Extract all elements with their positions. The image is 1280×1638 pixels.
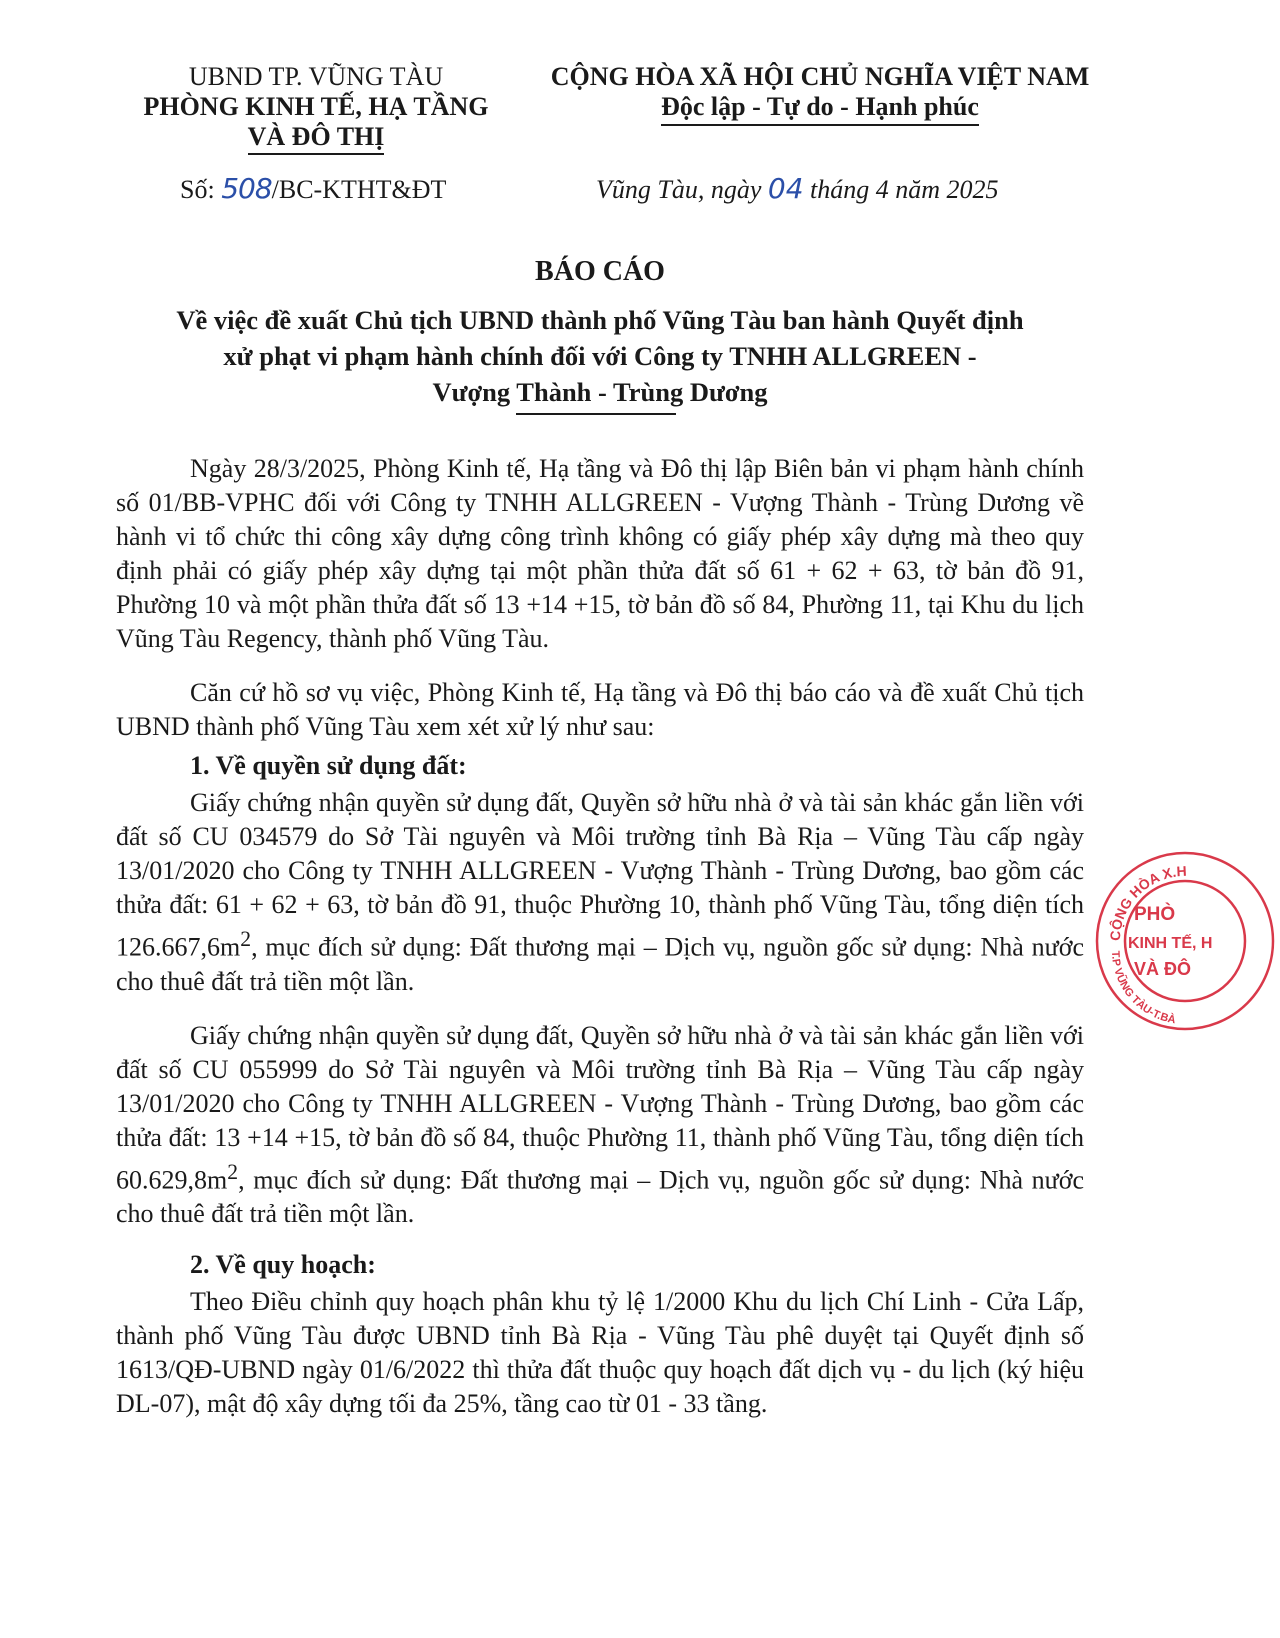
doc-date-suffix: tháng 4 năm 2025 [803,175,999,204]
stamp-ring-top: CỘNG HÒA X.H [1106,862,1188,942]
subtitle-line3: Vượng Thành - Trùng Dương [432,377,768,407]
paragraph-planning: Theo Điều chỉnh quy hoạch phân khu tỷ lệ 1/2000 Khu du lịch Chí Linh - Cửa Lấp, thành phố Vũng Tàu được UBND tỉnh Bà Rịa - Vũng Tàu phê duyệt tại Quyết định số 1613/QĐ-UBND ngày 01/6/2022 thì thửa đất thuộc quy hoạch đất dịch vụ - du lịch (ký hiệu DL-07), mật độ xây dựng tối đa 25%, tầng cao từ 01 - 33 tầng. [116,1287,1084,1419]
doc-number-suffix: /BC-KTHT&ĐT [271,175,447,204]
section-heading-planning: 2. Về quy hoạch: [190,1250,376,1280]
document-number [180,172,446,205]
doc-date-day-handwritten: 04 [767,172,804,205]
subtitle-divider [516,413,676,415]
country-name: CỘNG HÒA XÃ HỘI CHỦ NGHĨA VIỆT NAM [550,62,1090,91]
document-body [116,452,1084,1421]
official-seal-stamp [1090,846,1280,1036]
national-header [540,62,1100,126]
stamp-line2: KINH TẾ, H [1128,935,1213,952]
stamp-line3: VÀ ĐÔ [1134,959,1192,979]
paragraph-certificate-2: Giấy chứng nhận quyền sử dụng đất, Quyền sở hữu nhà ở và tài sản khác gắn liền với đất số CU 055999 do Sở Tài nguyên và Môi trường tỉnh Bà Rịa – Vũng Tàu cấp ngày 13/01/2020 cho Công ty TNHH ALLGREEN - Vượng Thành - Trùng Dương, bao gồm các thửa đất: 13 +14 +15, tờ bản đồ số 84, thuộc Phường 11, thành phố Vũng Tàu, tổng diện tích $60.629,8m^2$, mục đích sử dụng: Đất thương mại – Dịch vụ, nguồn gốc sử dụng: Nhà nước cho thuê đất trả tiền một lần. [116,1020,1084,1229]
doc-number-handwritten: 508 [221,172,272,205]
document-date [596,172,999,205]
agency-name-line2: VÀ ĐÔ THỊ [248,122,385,155]
document-title: BÁO CÁO [535,256,665,287]
section-heading-land-use: 1. Về quyền sử dụng đất: [190,751,467,780]
document-subtitle [110,302,1090,410]
agency-parent: UBND TP. VŨNG TÀU [188,62,444,91]
issuing-agency [116,62,516,155]
stamp-ring-bottom: T.P VŨNG TÀU-T.BÀ [1108,950,1177,1027]
subtitle-line2: xử phạt vi phạm hành chính đối với Công ty TNHH ALLGREEN - [223,341,977,371]
agency-name-line1: PHÒNG KINH TẾ, HẠ TẦNG [143,92,489,121]
doc-number-prefix: Số: [180,175,222,204]
stamp-line1: PHÒ [1134,904,1176,925]
doc-date-prefix: Vũng Tàu, ngày [596,175,768,204]
paragraph-certificate-1: Giấy chứng nhận quyền sử dụng đất, Quyền sở hữu nhà ở và tài sản khác gắn liền với đất số CU 034579 do Sở Tài nguyên và Môi trường tỉnh Bà Rịa – Vũng Tàu cấp ngày 13/01/2020 cho Công ty TNHH ALLGREEN - Vượng Thành - Trùng Dương, bao gồm các thửa đất: 61 + 62 + 63, tờ bản đồ 91, thuộc Phường 10, thành phố Vũng Tàu, tổng diện tích $126.667,6m^2$, mục đích sử dụng: Đất thương mại – Dịch vụ, nguồn gốc sử dụng: Nhà nước cho thuê đất trả tiền một lần. [116,788,1084,996]
national-motto: Độc lập - Tự do - Hạnh phúc [661,92,979,126]
paragraph-intro: Ngày 28/3/2025, Phòng Kinh tế, Hạ tầng và Đô thị lập Biên bản vi phạm hành chính số 01/BB-VPHC đối với Công ty TNHH ALLGREEN - Vượng Thành - Trùng Dương về hành vi tổ chức thi công xây dựng công trình không có giấy phép xây dựng mà theo quy định phải có giấy phép xây dựng tại một phần thửa đất số 61 + 62 + 63, tờ bản đồ 91, Phường 10 và một phần thửa đất số 13 +14 +15, tờ bản đồ số 84, Phường 11, tại Khu du lịch Vũng Tàu Regency, thành phố Vũng Tàu. [116,454,1084,653]
subtitle-line1: Về việc đề xuất Chủ tịch UBND thành phố Vũng Tàu ban hành Quyết định [176,305,1024,335]
paragraph-basis: Căn cứ hồ sơ vụ việc, Phòng Kinh tế, Hạ tầng và Đô thị báo cáo và đề xuất Chủ tịch UBND thành phố Vũng Tàu xem xét xử lý như sau: [116,678,1084,741]
